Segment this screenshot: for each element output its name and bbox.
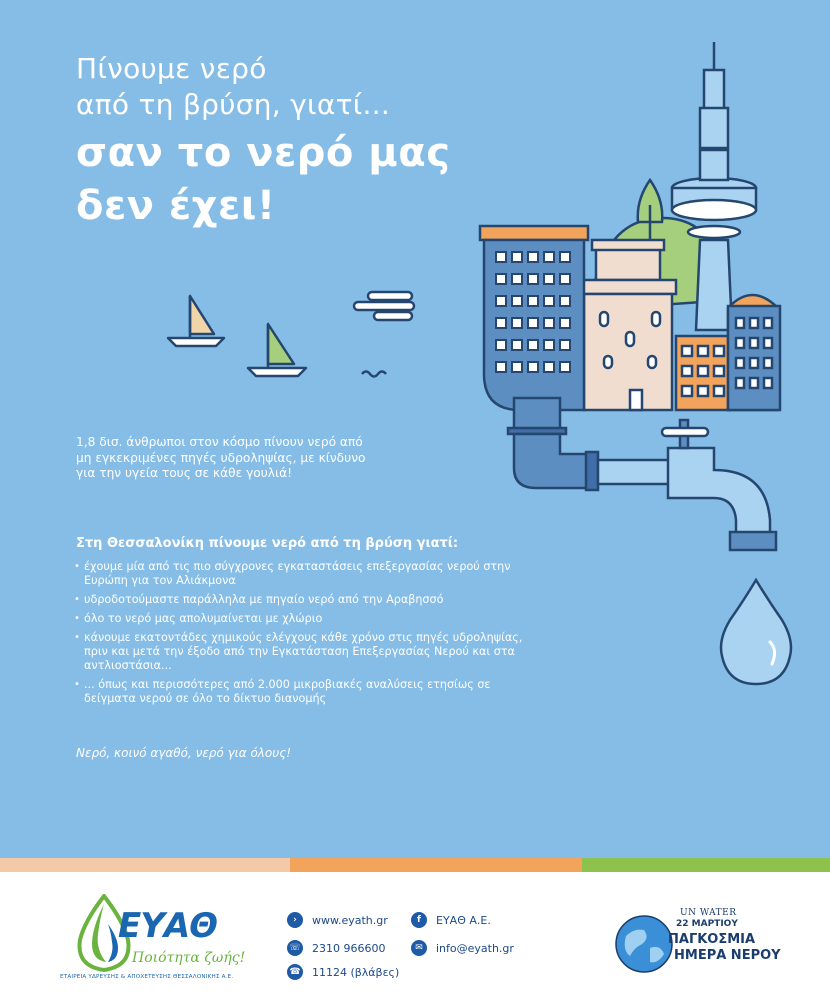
headline-line-3: σαν το νερό μας [76,130,451,176]
phone-icon: ☏ [287,940,303,956]
wwd-title-line-2: ΗΜΕΡΑ ΝΕΡΟΥ [674,948,781,963]
contact-faults[interactable] [287,964,399,980]
headline-line-1: Πίνουμε νερό [76,52,267,85]
sailboat-icon [248,324,306,376]
color-stripe [0,858,830,872]
logo-tagline: Ποιότητα ζωής! [132,950,246,966]
wave-icon [362,372,386,377]
world-water-day-logo [610,892,800,992]
list-item: • έχουμε μία από τις πιο σύγχρονες εγκαταστάσεις επεξεργασίας νερού στην Ευρώπη για τον Αλιάκμονα [74,560,544,588]
contact-email[interactable] [411,940,514,956]
intro-text: 1,8 δισ. άνθρωποι στον κόσμο πίνουν νερό από μη εγκεκριμένες πηγές υδροληψίας, με κίνδυνο για την υγεία τους σε κάθε γουλιά! [76,435,366,480]
list-item: • όλο το νερό μας απολυμαίνεται με χλώριο [74,612,544,626]
website-text: www.eyath.gr [312,913,388,927]
faucet-icon [508,398,776,550]
chevron-right-icon: › [287,912,303,928]
wwd-date: 22 ΜΑΡΤΙΟΥ [676,919,738,929]
phone-text: 2310 966600 [312,941,386,955]
reasons-title: Στη Θεσσαλονίκη πίνουμε νερό από τη βρύση γιατί: [76,536,459,551]
list-item: • ... όπως και περισσότερες από 2.000 μικροβιακές αναλύσεις ετησίως σε δείγματα νερού σε όλο το δίκτυο διανομής [74,678,544,706]
sailboat-icon [168,296,224,346]
cloud-icon [354,292,414,320]
contact-facebook[interactable] [411,912,491,928]
email-text: info@eyath.gr [436,941,514,955]
left-blue-building [480,226,588,410]
logo-name: ΕΥΑΘ [118,906,218,946]
stripe-segment-orange [290,858,582,872]
orange-building [676,336,730,410]
right-tower-building [728,295,780,410]
facebook-icon: f [411,912,427,928]
list-item: • κάνουμε εκατοντάδες χημικούς ελέγχους κάθε χρόνο στις πηγές υδροληψίας, πριν και μετά την έξοδο από την Εγκατάσταση Επεξεργασίας Νερού και στα αντλιοστάσια... [74,631,544,673]
faults-text: 11124 (βλάβες) [312,965,400,979]
stripe-segment-green [582,858,830,872]
water-drop-icon [721,580,791,684]
contact-website[interactable] [287,912,388,928]
stripe-segment-peach [0,858,290,872]
eyath-logo[interactable] [60,890,260,990]
list-item: • υδροδοτούμαστε παράλληλα με πηγαίο νερό από την Αραβησσό [74,593,544,607]
facebook-text: ΕΥΑΘ Α.Ε. [436,913,491,927]
reasons-list [74,560,544,711]
phone-faults-icon: ☎ [287,964,303,980]
mail-icon: ✉ [411,940,427,956]
slogan: Νερό, κοινό αγαθό, νερό για όλους! [76,746,292,760]
headline-line-2: από τη βρύση, γιατί... [76,88,391,121]
globe-icon [614,914,674,974]
company-name: ΕΤΑΙΡΕΙΑ ΥΔΡΕΥΣΗΣ & ΑΠΟΧΕΤΕΥΣΗΣ ΘΕΣΣΑΛΟΝΙΚΗΣ Α.Ε. [60,974,234,980]
headline-line-4: δεν έχει! [76,183,276,229]
un-water-label: UN WATER [680,908,737,918]
wwd-title-line-1: ΠΑΓΚΟΣΜΙΑ [668,932,756,947]
footer [0,872,830,1000]
contact-phone[interactable] [287,940,385,956]
